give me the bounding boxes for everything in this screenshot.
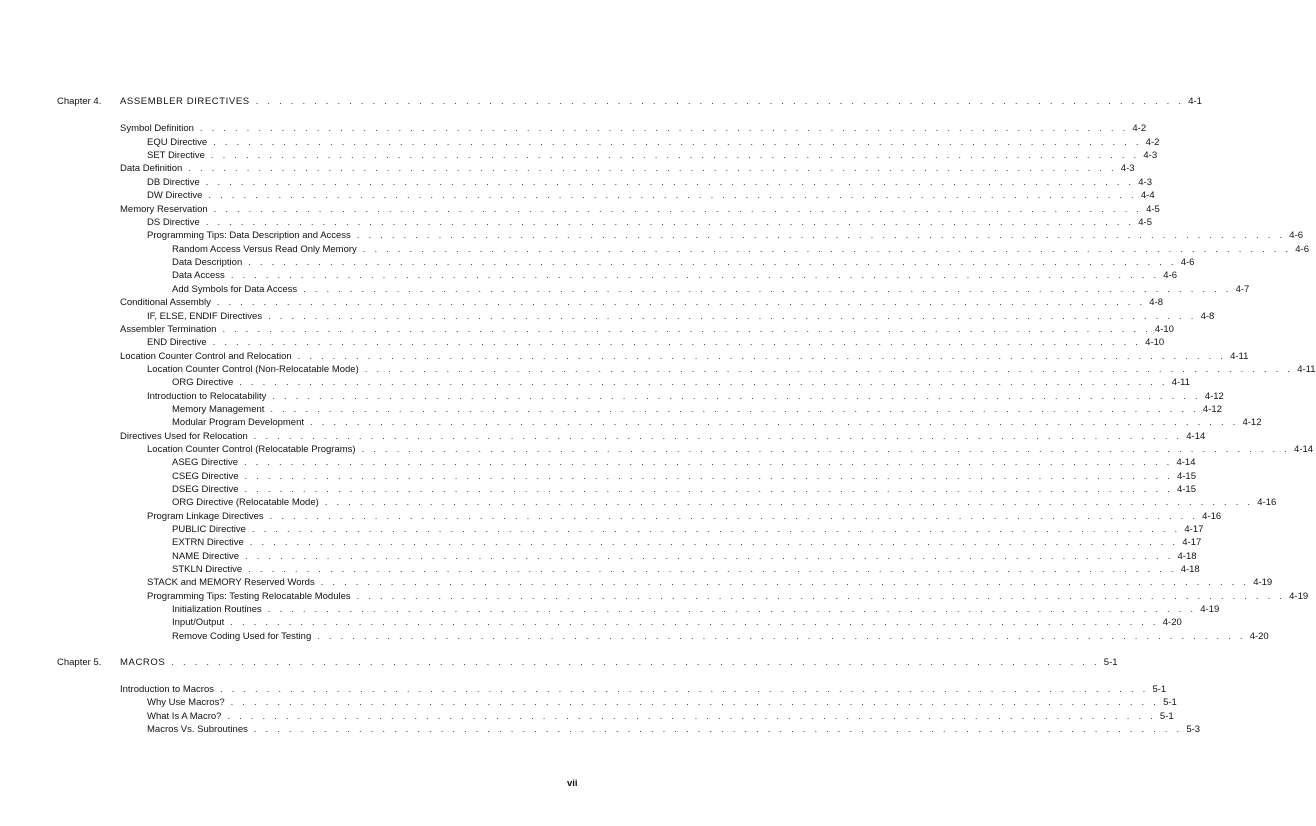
dot-leader: . . . . . . . . . . . . . . . . . . . . . . . . . . . . . . . . . . . . . . . . . . . . . . . . . . . . . . . . . . . . . . . . . . . . . . . . . . . . . . . . xyxy=(230,617,1159,628)
page-ref: 4-4 xyxy=(1140,190,1155,201)
entry-title: ASEG Directive xyxy=(172,457,238,468)
entry-title: Remove Coding Used for Testing xyxy=(172,631,312,642)
page-ref: 4-15 xyxy=(1176,471,1196,482)
page-ref: 4-6 xyxy=(1180,257,1195,268)
page-ref: 4-12 xyxy=(1204,391,1224,402)
entry-title: Location Counter Control (Relocatable Programs) xyxy=(147,444,356,455)
page-ref: 4-19 xyxy=(1289,591,1309,602)
page-ref: 4-16 xyxy=(1257,497,1277,508)
toc-entry xyxy=(147,177,1152,189)
dot-leader: . . . . . . . . . . . . . . . . . . . . . . . . . . . . . . . . . . . . . . . . . . . . . . . . . . . . . . . . . . . . . . . . . . . . . . . . . . . . . . . . xyxy=(356,591,1286,602)
dot-leader: . . . . . . . . . . . . . . . . . . . . . . . . . . . . . . . . . . . . . . . . . . . . . . . . . . . . . . . . . . . . . . . . . . . . . . . . . . . . . . . . xyxy=(212,337,1142,348)
toc-entry xyxy=(172,377,1191,389)
toc-entry xyxy=(120,351,1249,363)
entry-title: ORG Directive (Relocatable Mode) xyxy=(172,497,319,508)
page-ref: 4-2 xyxy=(1132,123,1147,134)
dot-leader: . . . . . . . . . . . . . . . . . . . . . . . . . . . . . . . . . . . . . . . . . . . . . . . . . . . . . . . . . . . . . . . . . . . . . . . . . . . . . . . . xyxy=(239,377,1168,388)
toc-entry xyxy=(172,524,1204,536)
dot-leader: . . . . . . . . . . . . . . . . . . . . . . . . . . . . . . . . . . . . . . . . . . . . . . . . . . . . . . . . . . . . . . . . . . . . . . . . . . . . . . . . xyxy=(267,604,1197,615)
page-ref: 4-10 xyxy=(1145,337,1165,348)
page-ref: 4-11 xyxy=(1171,377,1191,388)
dot-leader: . . . . . . . . . . . . . . . . . . . . . . . . . . . . . . . . . . . . . . . . . . . . . . . . . . . . . . . . . . . . . . . . . . . . . . . . . . . . . . . . xyxy=(269,511,1199,522)
entry-title: Add Symbols for Data Access xyxy=(172,284,298,295)
page-ref: 5-1 xyxy=(1103,657,1118,668)
dot-leader: . . . . . . . . . . . . . . . . . . . . . . . . . . . . . . . . . . . . . . . . . . . . . . . . . . . . . . . . . . . . . . . . . . . . . . . . . . . . . . . . xyxy=(216,297,1146,308)
entry-title: DB Directive xyxy=(147,177,200,188)
entry-title: Introduction to Relocatability xyxy=(147,391,267,402)
page-ref: 4-6 xyxy=(1295,244,1309,255)
page-ref: 4-11 xyxy=(1230,351,1249,362)
page-ref: 4-19 xyxy=(1253,577,1273,588)
entry-title: Introduction to Macros xyxy=(120,684,214,695)
dot-leader: . . . . . . . . . . . . . . . . . . . . . . . . . . . . . . . . . . . . . . . . . . . . . . . . . . . . . . . . . . . . . . . . . . . . . . . . . . . . . . . . xyxy=(268,311,1197,322)
entry-title: EQU Directive xyxy=(147,137,208,148)
page-ref: 4-3 xyxy=(1120,163,1135,174)
dot-leader: . . . . . . . . . . . . . . . . . . . . . . . . . . . . . . . . . . . . . . . . . . . . . . . . . . . . . . . . . . . . . . . . . . . . . . . . . . . . . . . . xyxy=(244,484,1173,495)
dot-leader: . . . . . . . . . . . . . . . . . . . . . . . . . . . . . . . . . . . . . . . . . . . . . . . . . . . . . . . . . . . . . . . . . . . . . . . . . . . . . . . . xyxy=(188,163,1117,174)
dot-leader: . . . . . . . . . . . . . . . . . . . . . . . . . . . . . . . . . . . . . . . . . . . . . . . . . . . . . . . . . . . . . . . . . . . . . . . . . . . . . . . . xyxy=(220,684,1149,695)
dot-leader: . . . . . . . . . . . . . . . . . . . . . . . . . . . . . . . . . . . . . . . . . . . . . . . . . . . . . . . . . . . . . . . . . . . . . . . . . . . . . . . . xyxy=(244,471,1173,482)
toc-entry xyxy=(147,337,1165,349)
dot-leader: . . . . . . . . . . . . . . . . . . . . . . . . . . . . . . . . . . . . . . . . . . . . . . . . . . . . . . . . . . . . . . . . . . . . . . . . . . . . . . . . xyxy=(253,724,1183,735)
page-ref: 4-17 xyxy=(1182,537,1202,548)
entry-title: Data Access xyxy=(172,270,225,281)
page-ref: 4-14 xyxy=(1186,431,1206,442)
toc-entry xyxy=(120,163,1135,175)
entry-title: STKLN Directive xyxy=(172,564,243,575)
entry-title: IF, ELSE, ENDIF Directives xyxy=(147,311,263,322)
dot-leader: . . . . . . . . . . . . . . . . . . . . . . . . . . . . . . . . . . . . . . . . . . . . . . . . . . . . . . . . . . . . . . . . . . . . . . . . . . . . . . . . xyxy=(205,177,1135,188)
dot-leader: . . . . . . . . . . . . . . . . . . . . . . . . . . . . . . . . . . . . . . . . . . . . . . . . . . . . . . . . . . . . . . . . . . . . . . . . . . . . . . . . xyxy=(248,257,1177,268)
entry-title: Why Use Macros? xyxy=(147,697,225,708)
entry-title: DSEG Directive xyxy=(172,484,239,495)
toc-entry xyxy=(147,511,1222,523)
entry-title: NAME Directive xyxy=(172,551,240,562)
toc-entry xyxy=(172,270,1178,282)
toc-entry xyxy=(147,190,1155,202)
entry-title: Assembler Termination xyxy=(120,324,217,335)
entry-title: Memory Reservation xyxy=(120,204,208,215)
page-ref: 4-3 xyxy=(1143,150,1158,161)
entry-title: STACK and MEMORY Reserved Words xyxy=(147,577,315,588)
chapter-title: ASSEMBLER DIRECTIVES xyxy=(120,96,250,107)
dot-leader: . . . . . . . . . . . . . . . . . . . . . . . . . . . . . . . . . . . . . . . . . . . . . . . . . . . . . . . . . . . . . . . . . . . . . . . . . . . . . . . . xyxy=(297,351,1227,362)
toc-entry xyxy=(147,311,1215,323)
page-number: vii xyxy=(567,778,578,789)
entry-title: Location Counter Control and Relocation xyxy=(120,351,292,362)
toc-entry xyxy=(120,684,1167,696)
page-ref: 4-19 xyxy=(1200,604,1220,615)
entry-title: Location Counter Control (Non-Relocatable Mode) xyxy=(147,364,359,375)
dot-leader: . . . . . . . . . . . . . . . . . . . . . . . . . . . . . . . . . . . . . . . . . . . . . . . . . . . . . . . . . . . . . . . . . . . . . . . . . . . . . . . . xyxy=(303,284,1232,295)
entry-title: Initialization Routines xyxy=(172,604,262,615)
dot-leader: . . . . . . . . . . . . . . . . . . . . . . . . . . . . . . . . . . . . . . . . . . . . . . . . . . . . . . . . . . . . . . . . . . . . . . . . . . . . . . . . xyxy=(356,230,1286,241)
page-ref: 4-8 xyxy=(1200,311,1215,322)
toc-entry xyxy=(172,497,1277,509)
toc-entry xyxy=(172,604,1220,616)
entry-title: DW Directive xyxy=(147,190,203,201)
toc-entry xyxy=(147,150,1158,162)
dot-leader: . . . . . . . . . . . . . . . . . . . . . . . . . . . . . . . . . . . . . . . . . . . . . . . . . . . . . . . . . . . . . . . . . . . . . . . . . . . . . . . . xyxy=(244,457,1173,468)
page-ref: 4-5 xyxy=(1138,217,1152,228)
entry-title: DS Directive xyxy=(147,217,200,228)
toc-entry xyxy=(172,617,1182,629)
dot-leader: . . . . . . . . . . . . . . . . . . . . . . . . . . . . . . . . . . . . . . . . . . . . . . . . . . . . . . . . . . . . . . . . . . . . . . . . . . . . . . . . xyxy=(199,123,1129,134)
dot-leader: . . . . . . . . . . . . . . . . . . . . . . . . . . . . . . . . . . . . . . . . . . . . . . . . . . . . . . . . . . . . . . . . . . . . . . . . . . . . . . . . xyxy=(320,577,1250,588)
toc-entry xyxy=(172,537,1202,549)
toc-entry xyxy=(147,217,1152,229)
entry-title: SET Directive xyxy=(147,150,205,161)
entry-title: Random Access Versus Read Only Memory xyxy=(172,244,357,255)
toc-entry xyxy=(147,444,1314,456)
dot-leader: . . . . . . . . . . . . . . . . . . . . . . . . . . . . . . . . . . . . . . . . . . . . . . . . . . . . . . . . . . . . . . . . . . . . . . . . . . . . . . . . xyxy=(324,497,1254,508)
dot-leader: . . . . . . . . . . . . . . . . . . . . . . . . . . . . . . . . . . . . . . . . . . . . . . . . . . . . . . . . . . . . . . . . . . . . . . . . . . . . . . . . xyxy=(208,190,1137,201)
page-ref: 4-2 xyxy=(1145,137,1160,148)
page-ref: 5-1 xyxy=(1159,711,1174,722)
toc-entry xyxy=(172,284,1250,296)
chapter-title: MACROS xyxy=(120,657,166,668)
dot-leader: . . . . . . . . . . . . . . . . . . . . . . . . . . . . . . . . . . . . . . . . . . . . . . . . . . . . . . . . . . . . . . . . . . . . . . . . . . . . . . . . xyxy=(227,711,1156,722)
entry-title: Programming Tips: Data Description and Access xyxy=(147,230,351,241)
toc-entry xyxy=(147,230,1304,242)
page-ref: 4-14 xyxy=(1176,457,1196,468)
entry-title: Memory Management xyxy=(172,404,265,415)
page-ref: 4-18 xyxy=(1177,551,1197,562)
chapter-label: Chapter 4. xyxy=(57,96,102,107)
toc-entry xyxy=(172,471,1196,483)
entry-title: Input/Output xyxy=(172,617,225,628)
dot-leader: . . . . . . . . . . . . . . . . . . . . . . . . . . . . . . . . . . . . . . . . . . . . . . . . . . . . . . . . . . . . . . . . . . . . . . . . . . . . . . . . xyxy=(251,524,1181,535)
page-ref: 4-5 xyxy=(1146,204,1160,215)
dot-leader: . . . . . . . . . . . . . . . . . . . . . . . . . . . . . . . . . . . . . . . . . . . . . . . . . . . . . . . . . . . . . . . . . . . . . . . . . . . . . . . . xyxy=(213,137,1142,148)
toc-entry xyxy=(172,257,1195,269)
toc-entry xyxy=(172,244,1309,256)
entry-title: Macros Vs. Subroutines xyxy=(147,724,248,735)
dot-leader: . . . . . . . . . . . . . . . . . . . . . . . . . . . . . . . . . . . . . . . . . . . . . . . . . . . . . . . . . . . . . . . . . . . . . . . . . . . . . . . . xyxy=(245,551,1174,562)
page-ref: 5-1 xyxy=(1152,684,1167,695)
page-ref: 4-20 xyxy=(1249,631,1269,642)
page-ref: 4-17 xyxy=(1184,524,1204,535)
dot-leader: . . . . . . . . . . . . . . . . . . . . . . . . . . . . . . . . . . . . . . . . . . . . . . . . . . . . . . . . . . . . . . . . . . . . . . . . . . . . . . . . xyxy=(210,150,1140,161)
dot-leader: . . . . . . . . . . . . . . . . . . . . . . . . . . . . . . . . . . . . . . . . . . . . . . . . . . . . . . . . . . . . . . . . . . . . . . . . . . . . . . . . xyxy=(253,431,1183,442)
entry-title: Program Linkage Directives xyxy=(147,511,264,522)
dot-leader: . . . . . . . . . . . . . . . . . . . . . . . . . . . . . . . . . . . . . . . . . . . . . . . . . . . . . . . . . . . . . . . . . . . . . . . . . . . . . . . . xyxy=(317,631,1246,642)
page-ref: 4-6 xyxy=(1289,230,1304,241)
entry-title: EXTRN Directive xyxy=(172,537,244,548)
page-ref: 4-20 xyxy=(1162,617,1182,628)
toc-entry xyxy=(172,457,1196,469)
toc-entry xyxy=(147,391,1224,403)
page-ref: 4-10 xyxy=(1154,324,1174,335)
toc-entry xyxy=(120,431,1206,443)
toc-entry xyxy=(147,711,1174,723)
toc-entry xyxy=(172,404,1222,416)
page-ref: 4-11 xyxy=(1297,364,1316,375)
page-ref: 4-12 xyxy=(1242,417,1262,428)
toc-entry xyxy=(147,697,1177,709)
toc-entry xyxy=(172,484,1196,496)
toc-chapter-line xyxy=(57,96,1202,108)
entry-title: Directives Used for Relocation xyxy=(120,431,248,442)
entry-title: Symbol Definition xyxy=(120,123,194,134)
toc-entry xyxy=(147,724,1201,736)
toc-entry xyxy=(172,417,1262,429)
toc-entry xyxy=(120,204,1160,216)
entry-title: What Is A Macro? xyxy=(147,711,222,722)
entry-title: PUBLIC Directive xyxy=(172,524,246,535)
entry-title: Conditional Assembly xyxy=(120,297,211,308)
entry-title: Data Description xyxy=(172,257,243,268)
toc-entry xyxy=(147,364,1316,376)
page-ref: 4-12 xyxy=(1202,404,1222,415)
dot-leader: . . . . . . . . . . . . . . . . . . . . . . . . . . . . . . . . . . . . . . . . . . . . . . . . . . . . . . . . . . . . . . . . . . . . . . . . . . . . . . . . xyxy=(364,364,1294,375)
page-ref: 5-3 xyxy=(1186,724,1201,735)
dot-leader: . . . . . . . . . . . . . . . . . . . . . . . . . . . . . . . . . . . . . . . . . . . . . . . . . . . . . . . . . . . . . . . . . . . . . . . . . . . . . . . . xyxy=(362,244,1292,255)
dot-leader: . . . . . . . . . . . . . . . . . . . . . . . . . . . . . . . . . . . . . . . . . . . . . . . . . . . . . . . . . . . . . . . . . . . . . . . . . . . . . . . . xyxy=(272,391,1201,402)
dot-leader: . . . . . . . . . . . . . . . . . . . . . . . . . . . . . . . . . . . . . . . . . . . . . . . . . . . . . . . . . . . . . . . . . . . . . . . . . . . . . . . . xyxy=(222,324,1151,335)
page-ref: 4-8 xyxy=(1149,297,1164,308)
toc-entry xyxy=(120,297,1164,309)
dot-leader: . . . . . . . . . . . . . . . . . . . . . . . . . . . . . . . . . . . . . . . . . . . . . . . . . . . . . . . . . . . . . . . . . . . . . . . . . . . . . . . . xyxy=(248,564,1177,575)
dot-leader: . . . . . . . . . . . . . . . . . . . . . . . . . . . . . . . . . . . . . . . . . . . . . . . . . . . . . . . . . . . . . . . . . . . . . . . . . . . . . . . . xyxy=(249,537,1179,548)
entry-title: Programming Tips: Testing Relocatable Modules xyxy=(147,591,351,602)
toc-entry xyxy=(147,591,1309,603)
dot-leader: . . . . . . . . . . . . . . . . . . . . . . . . . . . . . . . . . . . . . . . . . . . . . . . . . . . . . . . . . . . . . . . . . . . . . . . . . . . . . . . . xyxy=(310,417,1239,428)
entry-title: END Directive xyxy=(147,337,207,348)
page-ref: 4-3 xyxy=(1138,177,1152,188)
page-ref: 4-18 xyxy=(1180,564,1200,575)
dot-leader: . . . . . . . . . . . . . . . . . . . . . . . . . . . . . . . . . . . . . . . . . . . . . . . . . . . . . . . . . . . . . . . . . . . . . . . . . . . . . . . . xyxy=(361,444,1291,455)
dot-leader: . . . . . . . . . . . . . . . . . . . . . . . . . . . . . . . . . . . . . . . . . . . . . . . . . . . . . . . . . . . . . . . . . . . . . . . . . . . . . . . . xyxy=(270,404,1199,415)
toc-chapter-line xyxy=(57,657,1118,669)
entry-title: Data Definition xyxy=(120,163,183,174)
dot-leader: . . . . . . . . . . . . . . . . . . . . . . . . . . . . . . . . . . . . . . . . . . . . . . . . . . . . . . . . . . . . . . . . . . . . . . . . . . . . . . . . xyxy=(205,217,1135,228)
page-ref: 4-7 xyxy=(1235,284,1250,295)
dot-leader: . . . . . . . . . . . . . . . . . . . . . . . . . . . . . . . . . . . . . . . . . . . . . . . . . . . . . . . . . . . . . . . . . . . . . . . . . . . . . . . . xyxy=(255,96,1185,107)
dot-leader: . . . . . . . . . . . . . . . . . . . . . . . . . . . . . . . . . . . . . . . . . . . . . . . . . . . . . . . . . . . . . . . . . . . . . . . . . . . . . . . . xyxy=(230,697,1160,708)
page-ref: 4-14 xyxy=(1294,444,1314,455)
toc-entry xyxy=(172,564,1200,576)
toc-entry xyxy=(172,631,1269,643)
toc-entry xyxy=(120,324,1174,336)
dot-leader: . . . . . . . . . . . . . . . . . . . . . . . . . . . . . . . . . . . . . . . . . . . . . . . . . . . . . . . . . . . . . . . . . . . . . . . . . . . . . . . . xyxy=(230,270,1160,281)
toc-entry xyxy=(172,551,1197,563)
chapter-label: Chapter 5. xyxy=(57,657,102,668)
page-ref: 4-15 xyxy=(1176,484,1196,495)
page-ref: 4-6 xyxy=(1163,270,1178,281)
toc-entry xyxy=(147,577,1273,589)
entry-title: Modular Program Development xyxy=(172,417,305,428)
page-ref: 5-1 xyxy=(1163,697,1177,708)
page-ref: 4-16 xyxy=(1202,511,1222,522)
dot-leader: . . . . . . . . . . . . . . . . . . . . . . . . . . . . . . . . . . . . . . . . . . . . . . . . . . . . . . . . . . . . . . . . . . . . . . . . . . . . . . . . xyxy=(213,204,1143,215)
page-ref: 4-1 xyxy=(1188,96,1202,107)
entry-title: CSEG Directive xyxy=(172,471,239,482)
dot-leader: . . . . . . . . . . . . . . . . . . . . . . . . . . . . . . . . . . . . . . . . . . . . . . . . . . . . . . . . . . . . . . . . . . . . . . . . . . . . . . . . xyxy=(171,657,1100,668)
toc-entry xyxy=(120,123,1147,135)
toc-entry xyxy=(147,137,1160,149)
entry-title: ORG Directive xyxy=(172,377,234,388)
